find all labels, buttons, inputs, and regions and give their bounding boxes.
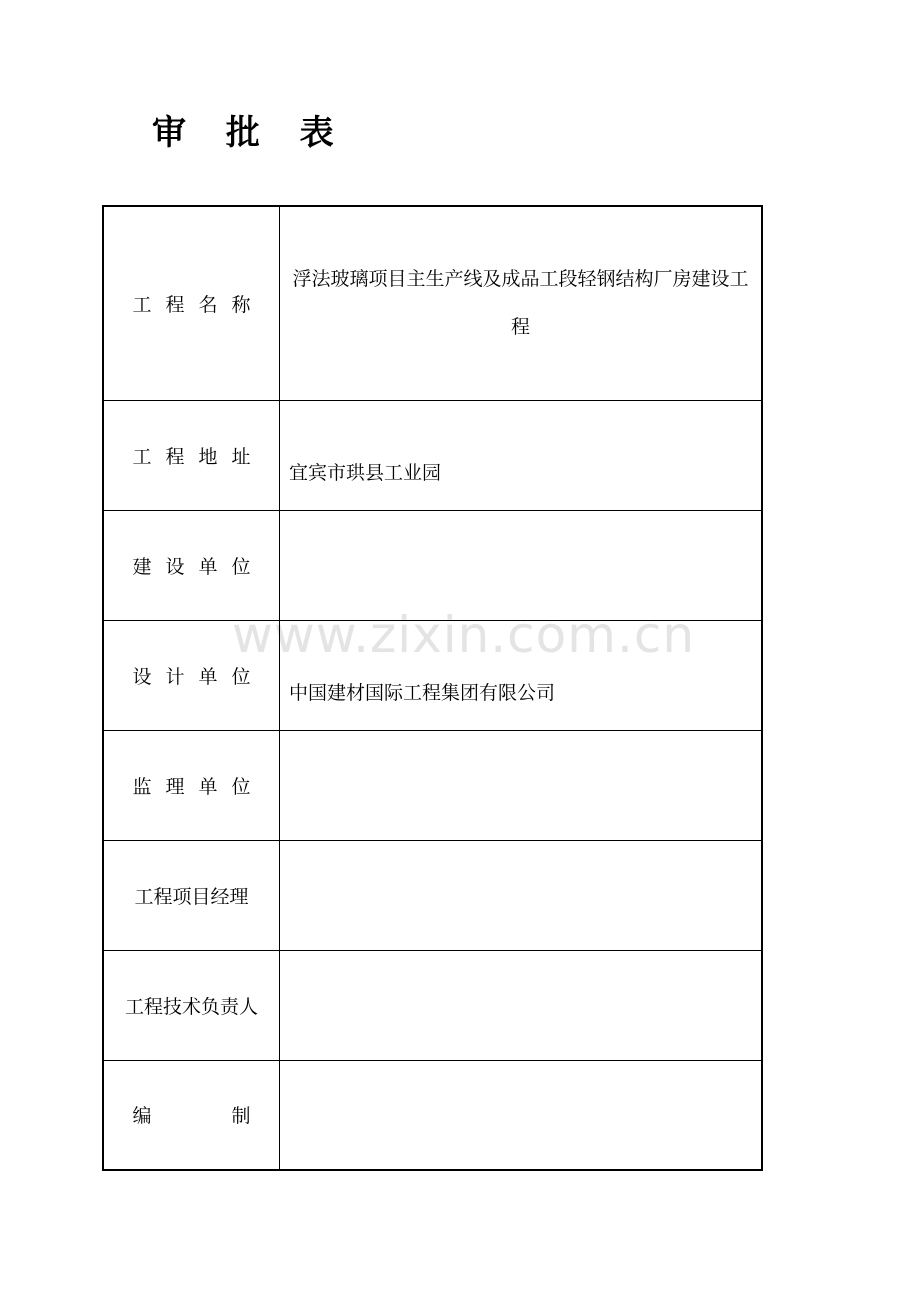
document-title: 审 批 表 <box>152 113 348 153</box>
value-design-unit: 中国建材国际工程集团有限公司 <box>289 681 556 704</box>
approval-form-table <box>102 205 763 1171</box>
value-technical-lead <box>280 950 763 1060</box>
form-row-project-name <box>103 206 762 400</box>
value-project-manager <box>280 840 763 950</box>
value-construction-unit <box>280 510 763 620</box>
label-supervision-unit: 监理单位 <box>132 775 265 798</box>
label-project-manager: 工程项目经理 <box>103 840 280 950</box>
label-compiled-by-char-1: 编 <box>132 1105 152 1128</box>
watermark: www.zixin.com.cn <box>232 606 696 664</box>
value-project-address: 宜宾市珙县工业园 <box>289 461 442 484</box>
label-project-address: 工程地址 <box>132 445 265 468</box>
form-row-design-unit <box>103 620 762 730</box>
label-technical-lead: 工程技术负责人 <box>103 950 280 1060</box>
value-compiled-by <box>280 1060 763 1170</box>
label-construction-unit: 建设单位 <box>132 555 265 578</box>
form-row-construction-unit <box>103 510 762 620</box>
label-project-name: 工程名称 <box>132 293 265 316</box>
label-design-unit: 设计单位 <box>132 665 265 688</box>
value-project-name: 浮法玻璃项目主生产线及成品工段轻钢结构厂房建设工程 <box>280 206 763 400</box>
form-row-project-manager <box>103 840 762 950</box>
form-row-supervision-unit <box>103 730 762 840</box>
value-supervision-unit <box>280 730 763 840</box>
form-row-compiled-by <box>103 1060 762 1170</box>
form-row-project-address <box>103 400 762 510</box>
form-row-technical-lead <box>103 950 762 1060</box>
label-compiled-by-char-2: 制 <box>231 1105 251 1128</box>
label-compiled-by <box>133 1101 251 1128</box>
